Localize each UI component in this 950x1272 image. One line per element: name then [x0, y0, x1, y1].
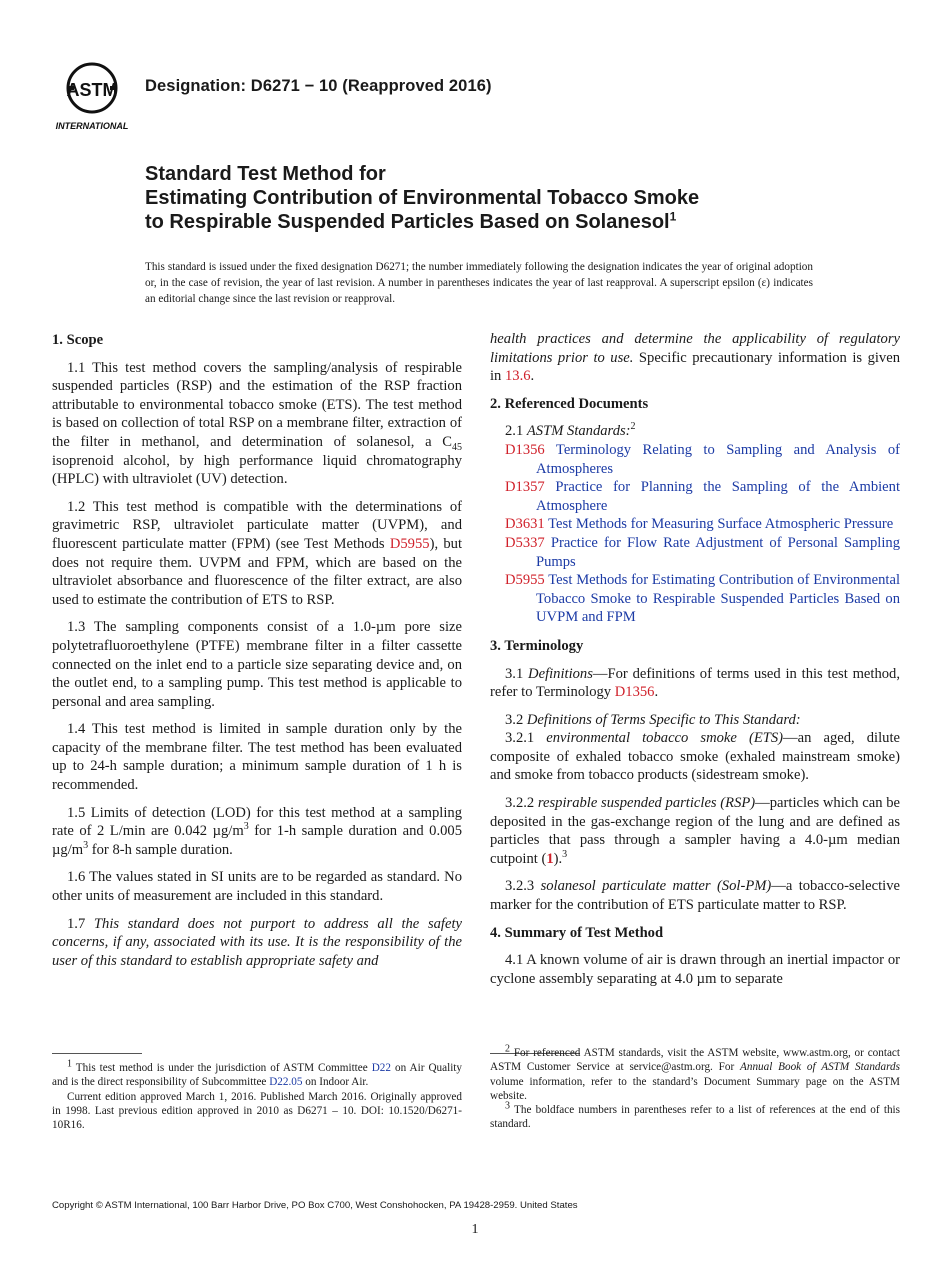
- p1-7-italic-continued: health practices and determine the applicability of regulatory limitations prior to use.: [490, 331, 900, 366]
- p2-1-italic: ASTM Standards:: [526, 423, 631, 440]
- p2-1-sup: 2: [630, 421, 636, 433]
- reference-title[interactable]: Test Methods for Estimating Contribution of Environmental Tobacco Smoke to Respirable Suspended Particles Based on UVPM and FPM: [536, 572, 900, 626]
- title-line-3-text: to Respirable Suspended Particles Based on Solanesol: [145, 211, 670, 233]
- footnotes-right: [490, 1043, 900, 1132]
- p3-2-italic: Definitions of Terms Specific to This Standard:: [526, 711, 801, 728]
- p2-1-number: 2.1: [505, 423, 527, 440]
- paragraph-1-4: 1.4 This test method is limited in sample duration only by the capacity of the membrane filter. The test method has been evaluated up to 24-h sample duration; a minimum sample duration of 1 h is recommended.: [52, 721, 462, 794]
- intro-paragraph: This standard is issued under the fixed designation D6271; the number immediately following the designation indicates the year of original adoption or, in the case of revision, the year of last revision. A number in parentheses indicates the year of last reapproval. A superscript epsilon (ε) indicates an editorial change since the last revision or reapproval.: [145, 261, 813, 305]
- paragraph-3-2-1: [490, 729, 900, 785]
- p3-2-3-text: —a tobacco-selective marker for the contribution of ETS particulate matter to RSP.: [490, 878, 900, 914]
- footnote-rule-left: [52, 1053, 142, 1054]
- p3-2-3-number: 3.2.3: [505, 878, 541, 895]
- footnote-1-mark: 1: [67, 1058, 72, 1070]
- link-reference-1[interactable]: 1: [546, 850, 554, 867]
- footnote-1-text-c: on Indoor Air.: [302, 1076, 369, 1089]
- paragraph-1-5: [52, 804, 462, 860]
- paragraph-1-3: 1.3 The sampling components consist of a 1.0-µm pore size polytetrafluoroethylene (PTFE) membrane filter in a filter cassette connected on the inlet end to a particle size separating device and, on the outlet end, to a sampling pump. This test method is applicable to personal and area sampling.: [52, 619, 462, 710]
- p3-2-2-italic: respirable suspended particles (RSP): [537, 795, 756, 812]
- p1-2-text-b: ), but does not require them. UVPM and FPM, which are based on the ultraviolet absorbance and fluorescence of the filter extract, are also used to estimate the contribution of ETS to RSP.: [52, 535, 462, 608]
- p1-5-text-b: for 1-h sample duration and 0.005 µg/m: [52, 823, 462, 858]
- reference-title[interactable]: Practice for Planning the Sampling of the Ambient Atmosphere: [536, 479, 900, 514]
- p1-1-text-a: 1.1 This test method covers the sampling/analysis of respirable suspended particles (RSP) and the estimation of the RSP fraction attributable to environmental tobacco smoke (ETS). The test method is based on collection of total RSP on a membrane filter, extraction of the filter in methanol, and determination of solanesol, a C: [52, 359, 462, 450]
- paragraph-1-7: [52, 915, 462, 971]
- paragraph-2-1: [490, 422, 900, 441]
- footnote-2-mark: 2: [505, 1043, 510, 1055]
- p1-7-end: .: [530, 368, 535, 385]
- logo-text: ASTM: [66, 80, 118, 100]
- reference-code[interactable]: D5337: [505, 534, 545, 551]
- terminology-heading: 3. Terminology: [490, 637, 584, 654]
- footnote-2: [490, 1043, 900, 1103]
- title-line-2: Estimating Contribution of Environmental Tobacco Smoke: [145, 187, 700, 209]
- p3-2-3-italic: solanesol particulate matter (Sol-PM): [540, 878, 772, 895]
- title-footnote-mark: 1: [669, 209, 677, 224]
- left-column: [52, 330, 462, 979]
- footnote-3: [490, 1100, 900, 1132]
- footnote-1-edition: Current edition approved March 1, 2016. Published March 2016. Originally approved in 1998. Last previous edition approved in 2010 as D6271 – 10. DOI: 10.1520/D6271-10R16.: [52, 1090, 462, 1132]
- p3-1-end: .: [654, 684, 659, 701]
- reference-item[interactable]: [505, 571, 900, 627]
- p1-7-number: 1.7: [67, 915, 94, 932]
- right-column: [490, 330, 900, 997]
- paragraph-3-2-3: [490, 877, 900, 914]
- paragraph-3-1: [490, 665, 900, 702]
- link-d1356[interactable]: D1356: [614, 684, 655, 701]
- page-number: 1: [471, 1222, 479, 1237]
- reference-title[interactable]: Practice for Flow Rate Adjustment of Personal Sampling Pumps: [536, 534, 900, 570]
- footnotes-left: [52, 1058, 462, 1132]
- footnote-1-text-b: on Air Quality and is the direct responsibility of Subcommittee: [52, 1062, 462, 1089]
- link-13-6[interactable]: 13.6: [505, 368, 531, 385]
- p1-1-subscript: 45: [452, 441, 462, 453]
- link-d22-05[interactable]: D22.05: [269, 1076, 303, 1089]
- summary-heading: 4. Summary of Test Method: [490, 924, 664, 941]
- reference-title[interactable]: Terminology Relating to Sampling and Analysis of Atmospheres: [536, 441, 901, 477]
- footnote-2-text-b: volume information, refer to the standard’s Document Summary page on the ASTM website.: [490, 1075, 900, 1102]
- reference-item[interactable]: [505, 441, 900, 478]
- title-line-3: [145, 210, 845, 234]
- link-d5955[interactable]: D5955: [389, 535, 430, 552]
- footnote-1: [52, 1058, 462, 1090]
- paragraph-3-2-2: [490, 794, 900, 868]
- copyright-line: Copyright © ASTM International, 100 Barr Harbor Drive, PO Box C700, West Conshohocken, PA 19428-2959. United States: [52, 1200, 578, 1211]
- p1-5-sup-2: 3: [83, 839, 89, 851]
- p3-1-number: 3.1: [505, 665, 529, 682]
- paragraph-1-7-continued: [490, 330, 900, 386]
- designation: Designation: D6271 − 10 (Reapproved 2016): [145, 77, 492, 95]
- reference-code[interactable]: D5955: [505, 572, 545, 589]
- footnote-1-text-a: This test method is under the jurisdiction of ASTM Committee: [75, 1062, 372, 1074]
- p3-1-italic: Definitions: [528, 665, 593, 682]
- reference-title[interactable]: Test Methods for Measuring Surface Atmospheric Pressure: [548, 516, 894, 533]
- referenced-documents-heading: 2. Referenced Documents: [490, 395, 649, 412]
- scope-heading: 1. Scope: [52, 332, 104, 348]
- title-line-1: Standard Test Method for: [145, 163, 386, 185]
- p1-1-text-b: isoprenoid alcohol, by high performance liquid chromatography (HPLC) with ultraviolet (UV) detection.: [52, 452, 462, 488]
- reference-item[interactable]: [505, 515, 900, 534]
- reference-item[interactable]: [505, 478, 900, 515]
- footnote-2-italic: Annual Book of ASTM Standards: [740, 1061, 900, 1074]
- astm-logo: [52, 58, 136, 136]
- reference-code[interactable]: D1356: [505, 441, 545, 458]
- reference-list: [490, 441, 900, 627]
- paragraph-1-2: [52, 498, 462, 610]
- paragraph-1-6: 1.6 The values stated in SI units are to be regarded as standard. No other units of measurement are included in this standard.: [52, 869, 462, 905]
- paragraph-3-2: [490, 711, 900, 730]
- p3-2-2-number: 3.2.2: [505, 795, 538, 812]
- document-title: [145, 162, 845, 234]
- p3-2-number: 3.2: [505, 711, 527, 728]
- p1-5-sup-1: 3: [243, 821, 249, 833]
- reference-item[interactable]: [505, 534, 900, 571]
- p3-2-1-text: —an aged, dilute composite of exhaled tobacco smoke (exhaled mainstream smoke) and smoke from tobacco products (sidestream smoke).: [490, 730, 900, 784]
- p1-2-text-a: 1.2 This test method is compatible with the determinations of gravimetric RSP, ultraviolet particulate matter (UVPM), and fluorescent particulate matter (FPM) (see Test Methods: [52, 498, 462, 552]
- footnote-2-text-a: For referenced ASTM standards, visit the ASTM website, www.astm.org, or contact ASTM Customer Service at service@astm.org. For: [490, 1047, 900, 1074]
- paragraph-1-1: [52, 359, 462, 489]
- p3-2-1-number: 3.2.1: [505, 730, 547, 747]
- footnote-3-text: The boldface numbers in parentheses refer to a list of references at the end of this standard.: [490, 1104, 900, 1131]
- p1-5-text-c: for 8-h sample duration.: [88, 841, 233, 858]
- reference-code[interactable]: D1357: [505, 479, 545, 496]
- logo-subtext: INTERNATIONAL: [55, 121, 129, 131]
- p1-5-text-a: 1.5 Limits of detection (LOD) for this test method at a sampling rate of 2 L/min are 0.042 µg/m: [52, 804, 462, 840]
- link-d22[interactable]: D22: [371, 1062, 391, 1074]
- footnote-3-mark: 3: [505, 1100, 510, 1112]
- reference-code[interactable]: D3631: [505, 516, 545, 533]
- p3-2-2-sup: 3: [562, 848, 568, 860]
- p1-7-text-b: Specific precautionary information is given in: [490, 349, 901, 385]
- p3-2-2-text: —particles which can be deposited in the gas-exchange region of the lung and are defined as particles that pass through a sampler having a 4.0-µm median cutpoint (: [490, 795, 900, 867]
- p3-1-text: —For definitions of terms used in this test method, refer to Terminology: [490, 665, 901, 701]
- paragraph-4-1: 4.1 A known volume of air is drawn through an inertial impactor or cyclone assembly separating at 4.0 µm to separate: [490, 952, 900, 987]
- p3-2-1-italic: environmental tobacco smoke (ETS): [546, 730, 784, 747]
- p1-7-italic: This standard does not purport to address all the safety concerns, if any, associated with its use. It is the responsibility of the user of this standard to establish appropriate safety and: [52, 915, 462, 969]
- p3-2-2-text-c: ).: [553, 850, 563, 867]
